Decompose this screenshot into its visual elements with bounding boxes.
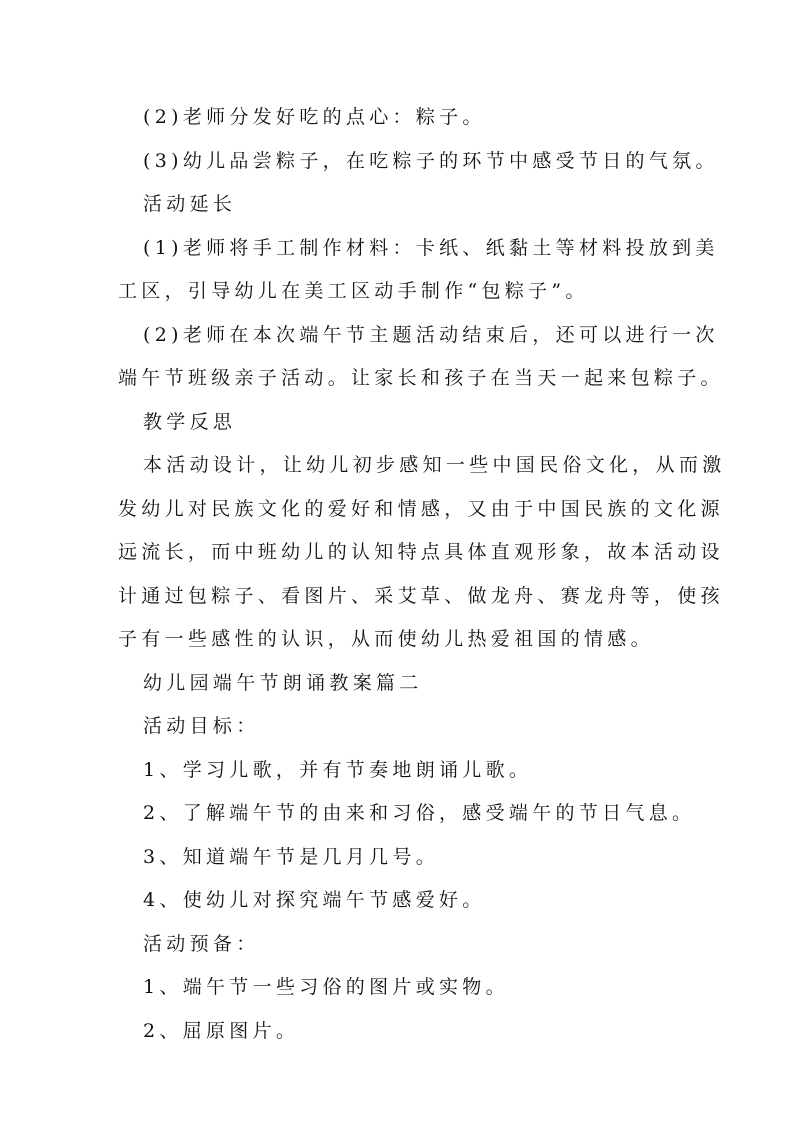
text-line: (2)老师分发好吃的点心：粽子。 xyxy=(143,106,486,128)
list-item: 3、知道端午节是几月几号。 xyxy=(143,846,439,868)
text-line: (3)幼儿品尝粽子，在吃粽子的环节中感受节日的气氛。 xyxy=(143,150,719,172)
section-heading: 活动预备： xyxy=(143,933,260,955)
text-line: 子有一些感性的认识，从而使幼儿热爱祖国的情感。 xyxy=(118,628,654,650)
section-heading: 教学反思 xyxy=(143,411,237,433)
list-item: 1、学习儿歌，并有节奏地朗诵儿歌。 xyxy=(143,759,533,781)
text-line: 工区，引导幼儿在美工区动手制作“包粽子”。 xyxy=(118,280,589,302)
section-heading: 活动延长 xyxy=(143,193,237,215)
list-item: 4、使幼儿对探究端午节感爱好。 xyxy=(143,889,486,911)
list-item: 2、屈原图片。 xyxy=(143,1020,300,1042)
text-line: (2)老师在本次端午节主题活动结束后，还可以进行一次 xyxy=(143,324,719,346)
text-line: 发幼儿对民族文化的爱好和情感，又由于中国民族的文化源 xyxy=(118,498,724,520)
text-line: 端午节班级亲子活动。让家长和孩子在当天一起来包粽子。 xyxy=(118,367,724,389)
text-line: 计通过包粽子、看图片、采艾草、做龙舟、赛龙舟等，使孩 xyxy=(118,585,724,607)
text-line: 本活动设计，让幼儿初步感知一些中国民俗文化，从而激 xyxy=(143,454,726,476)
text-line: 远流长，而中班幼儿的认知特点具体直观形象，故本活动设 xyxy=(118,541,724,563)
section-heading: 活动目标： xyxy=(143,715,260,737)
text-line: (1)老师将手工制作材料：卡纸、纸黏土等材料投放到美 xyxy=(143,237,719,259)
list-item: 1、端午节一些习俗的图片或实物。 xyxy=(143,976,509,998)
list-item: 2、了解端午节的由来和习俗，感受端午的节日气息。 xyxy=(143,802,696,824)
section-title: 幼儿园端午节朗诵教案篇二 xyxy=(143,672,423,694)
